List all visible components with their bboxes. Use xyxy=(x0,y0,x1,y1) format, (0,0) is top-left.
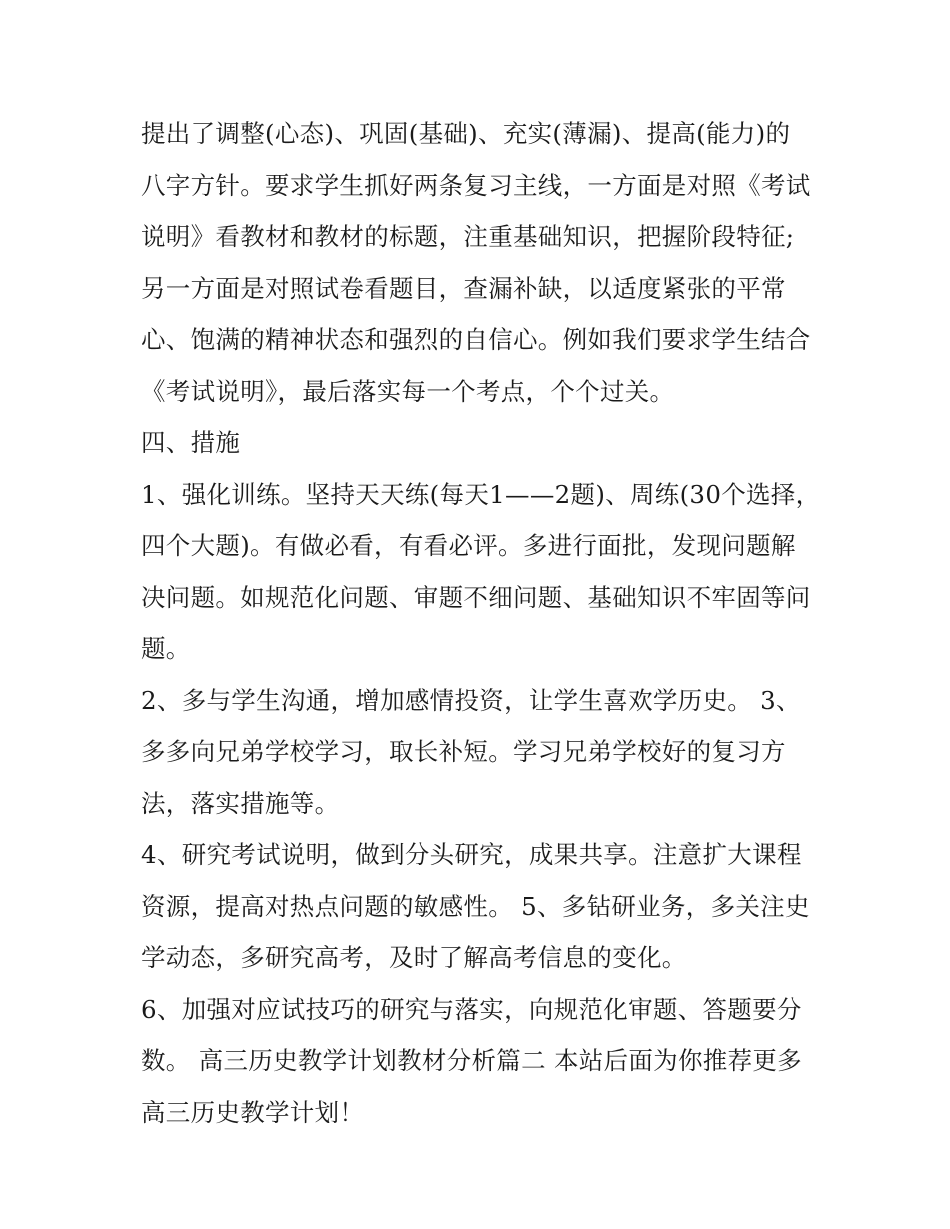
text-line: 1、强化训练。坚持天天练(每天1——2题)、周练(30个选择， xyxy=(141,479,821,509)
text-line: 八字方针。要求学生抓好两条复习主线，一方面是对照《考试 xyxy=(141,170,811,200)
text-line: 决问题。如规范化问题、审题不细问题、基础知识不牢固等问 xyxy=(141,582,811,612)
text-line: 《考试说明》，最后落实每一个考点，个个过关。 xyxy=(141,376,675,406)
text-line: 资源，提高对热点问题的敏感性。 5、多钻研业务，多关注史 xyxy=(141,891,810,921)
text-line: 学动态，多研究高考，及时了解高考信息的变化。 xyxy=(141,943,687,972)
text-line: 另一方面是对照试卷看题目，查漏补缺，以适度紧张的平常 xyxy=(141,273,786,303)
text-line: 数。 高三历史教学计划教材分析篇二 本站后面为你推荐更多 xyxy=(141,1046,802,1075)
text-line: 心、饱满的精神状态和强烈的自信心。例如我们要求学生结合 xyxy=(141,325,811,354)
text-line: 提出了调整(心态)、巩固(基础)、充实(薄漏)、提高(能力)的 xyxy=(141,119,791,148)
text-line: 4、研究考试说明，做到分头研究，成果共享。注意扩大课程 xyxy=(141,840,802,869)
text-line: 四个大题)。有做必看，有看必评。多进行面批，发现问题解 xyxy=(141,531,796,560)
text-line: 法，落实措施等。 xyxy=(141,788,340,818)
text-line: 题。 xyxy=(141,634,191,663)
text-line: 6、加强对应试技巧的研究与落实，向规范化审题、答题要分 xyxy=(141,994,802,1024)
text-line: 2、多与学生沟通，增加感情投资，让学生喜欢学历史。 3、 xyxy=(141,685,801,715)
text-line: 多多向兄弟学校学习，取长补短。学习兄弟学校好的复习方 xyxy=(141,737,786,766)
text-line: 说明》看教材和教材的标题，注重基础知识，把握阶段特征; xyxy=(141,222,795,251)
section-heading: 四、措施 xyxy=(141,428,241,457)
document-body xyxy=(141,108,821,1138)
text-line: 高三历史教学计划！ xyxy=(141,1097,365,1127)
